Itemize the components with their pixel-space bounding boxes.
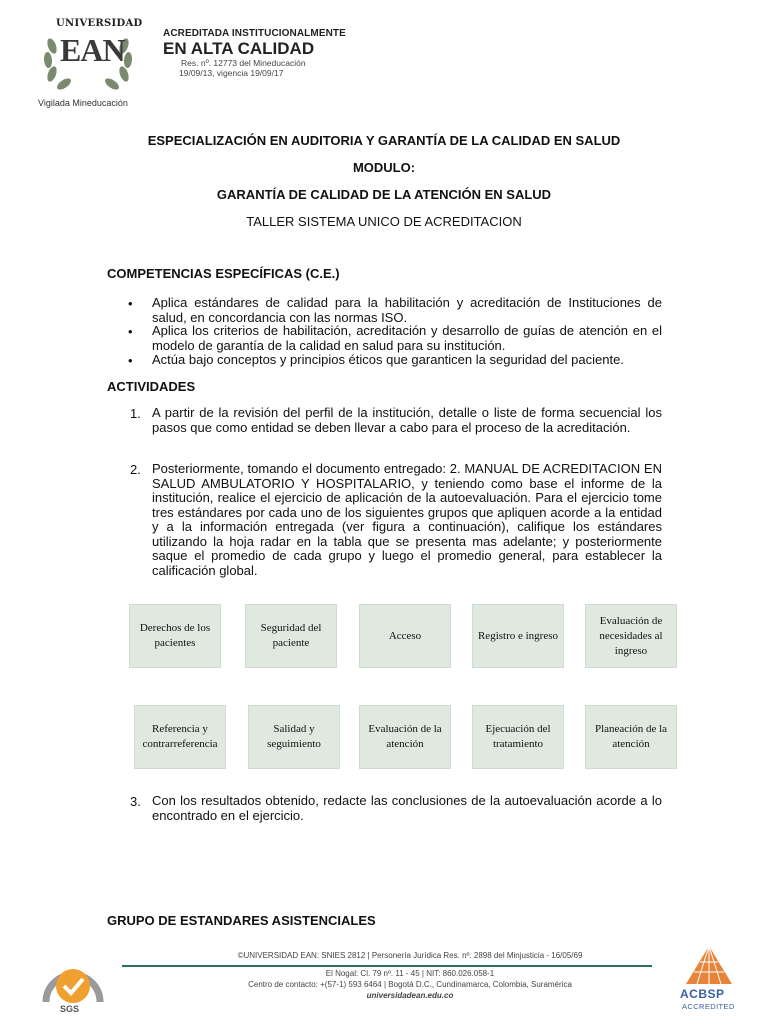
actividades-title: ACTIVIDADES [107, 379, 196, 394]
acbsp-pyramid-icon [684, 944, 734, 986]
taller-title: TALLER SISTEMA UNICO DE ACREDITACION [246, 214, 522, 229]
footer-line-2: El Nogal: Cl. 79 nº. 11 - 45 | NIT: 860.026.058-1 [325, 969, 495, 978]
group-box: Seguridad del paciente [245, 604, 337, 668]
item-number: 1. [130, 406, 141, 421]
accred-line-4: 19/09/13, vigencia 19/09/17 [179, 68, 284, 78]
modulo-name: GARANTÍA DE CALIDAD DE LA ATENCIÓN EN SALUD [216, 187, 552, 202]
group-box: Evaluación de la atención [359, 705, 451, 769]
footer-line-1: ©UNIVERSIDAD EAN: SNIES 2812 | Personería Jurídica Res. nº. 2898 del Minjusticia - 16/05/69 [237, 951, 583, 960]
item-number: 3. [130, 794, 141, 809]
group-box: Registro e ingreso [472, 604, 564, 668]
footer-line-4: universidadean.edu.co [366, 991, 454, 1000]
sgs-text: SGS [60, 1004, 80, 1014]
group-box: Planeación de la atención [585, 705, 677, 769]
group-box: Ejecuación del tratamiento [472, 705, 564, 769]
bullet-dot: • [128, 296, 133, 311]
program-title: ESPECIALIZACIÓN EN AUDITORIA Y GARANTÍA DE LA CALIDAD EN SALUD [147, 133, 621, 148]
competencias-title: COMPETENCIAS ESPECÍFICAS (C.E.) [107, 266, 340, 281]
accreditation-block [163, 28, 363, 78]
group-box: Referencia y contrarreferencia [134, 705, 226, 769]
actividad-item: A partir de la revisión del perfil de la institución, detalle o liste de forma secuencial los pasos que como entidad se deben llevar a cabo para el proceso de la acreditación. [152, 405, 662, 435]
accred-line-1: ACREDITADA INSTITUCIONALMENTE [163, 28, 346, 39]
acbsp-accredited: ACCREDITED [682, 1002, 735, 1011]
acbsp-text: ACBSP [680, 987, 725, 1001]
footer-rule [122, 965, 652, 967]
competencia-item: Aplica estándares de calidad para la habilitación y acreditación de Instituciones de salud, en concordancia con las normas ISO. [152, 295, 662, 325]
bullet-dot: • [128, 353, 133, 368]
accred-line-3: Res. nº. 12773 del Mineducación [181, 58, 306, 68]
sgs-certification-logo [38, 950, 108, 1016]
group-box: Acceso [359, 604, 451, 668]
item-number: 2. [130, 462, 141, 477]
ean-logo [38, 18, 143, 108]
bullet-dot: • [128, 324, 133, 339]
logo-vigilada: Vigilada Mineducación [38, 98, 128, 108]
competencia-item: Aplica los criterios de habilitación, acreditación y desarrollo de guías de atención en el modelo de garantía de la calidad en salud para su institución. [152, 323, 662, 353]
logo-ean-text: EAN [60, 32, 125, 68]
footer-line-3: Centro de contacto: +(57-1) 593 6464 | Bogotá D.C., Cundinamarca, Colombia, Suramérica [248, 980, 572, 989]
logo-top-text: UNIVERSIDAD [56, 18, 143, 29]
group-box: Salidad y seguimiento [248, 705, 340, 769]
competencia-item: Actúa bajo conceptos y principios éticos que garanticen la seguridad del paciente. [152, 352, 624, 367]
actividad-item: Posteriormente, tomando el documento entregado: 2. MANUAL DE ACREDITACION EN SALUD AMBULATORIO Y HOSPITALARIO, y teniendo como base el informe de la institución, realice el ejercicio de aplicación de la autoevaluación. Para el ejercicio tome tres estándares por cada uno de los siguientes grupos que apliquen acorde a la entidad y a la información entregada (ver figura a continuación), califique los estándares utilizando la hoja radar en la tabla que se presenta mas adelante; y posteriormente saque el promedio de cada grupo y luego el promedio general, para establecer la calificación global. [152, 461, 662, 578]
grupo-title: GRUPO DE ESTANDARES ASISTENCIALES [107, 913, 376, 928]
group-box: Evaluación de necesidades al ingreso [585, 604, 677, 668]
modulo-label: MODULO: [352, 160, 416, 175]
actividad-item: Con los resultados obtenido, redacte las conclusiones de la autoevaluación acorde a lo encontrado en el ejercicio. [152, 793, 662, 823]
group-box: Derechos de los pacientes [129, 604, 221, 668]
accred-line-2: EN ALTA CALIDAD [163, 39, 315, 58]
